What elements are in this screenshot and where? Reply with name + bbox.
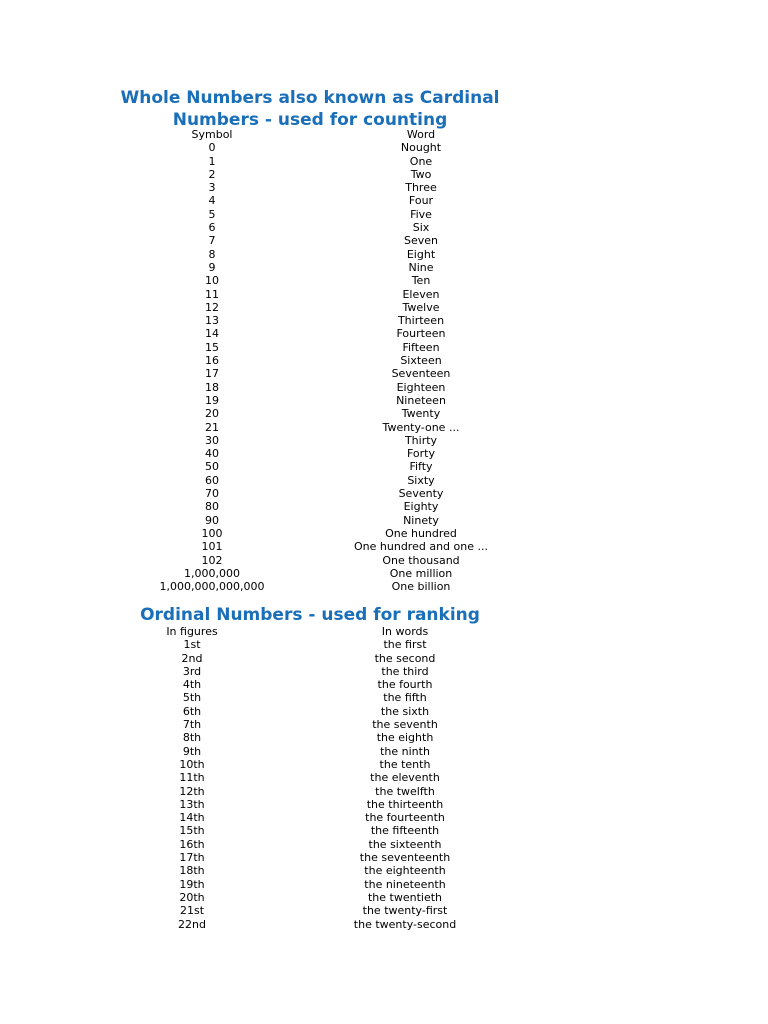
word-cell: Nineteen (396, 393, 446, 407)
table-row (0, 288, 768, 301)
table-row (0, 208, 768, 221)
figures-cell: 2nd (181, 651, 203, 665)
word-cell: Six (412, 221, 430, 235)
word-cell: Fifteen (402, 340, 440, 354)
symbol-cell: 80 (205, 500, 219, 514)
symbol-cell: 2 (208, 167, 216, 181)
table-row (0, 580, 768, 593)
word-cell: Seven (404, 234, 438, 248)
figures-cell: 10th (179, 757, 205, 771)
table-row (0, 261, 768, 274)
word-cell: Twenty (401, 407, 441, 421)
figures-column-header: In figures (166, 625, 218, 638)
table-row (0, 878, 768, 891)
figures-cell: 3rd (182, 664, 202, 678)
words-cell: the first (383, 638, 427, 652)
words-cell: the seventh (372, 718, 438, 732)
table-row (0, 460, 768, 473)
table-row (0, 798, 768, 811)
word-cell: Nought (400, 141, 442, 155)
word-cell: One (409, 154, 433, 168)
symbol-cell: 90 (205, 513, 219, 527)
word-cell: Eighty (403, 500, 439, 514)
table-row (0, 891, 768, 904)
words-cell: the eighth (376, 731, 434, 745)
symbol-cell: 12 (205, 300, 219, 314)
ordinal-rows (0, 638, 768, 931)
word-cell: Twelve (402, 300, 440, 314)
symbol-cell: 6 (208, 221, 216, 235)
word-cell: Forty (406, 447, 435, 461)
figures-cell: 1st (183, 638, 201, 652)
word-cell: Eleven (402, 287, 440, 301)
word-column-header: Word (406, 128, 436, 141)
word-cell: Thirty (404, 433, 438, 447)
table-row (0, 851, 768, 864)
symbol-cell: 16 (205, 354, 219, 368)
table-row (0, 447, 768, 460)
symbol-cell: 11 (205, 287, 219, 301)
table-row (0, 811, 768, 824)
symbol-cell: 3 (208, 181, 216, 195)
figures-cell: 5th (182, 691, 202, 705)
cardinal-numbers-table (0, 128, 768, 593)
table-row (0, 394, 768, 407)
words-cell: the twentieth (367, 890, 443, 904)
symbol-cell: 17 (205, 367, 219, 381)
word-cell: Seventy (398, 487, 444, 501)
word-cell: Nine (408, 260, 434, 274)
words-cell: the twelfth (375, 784, 435, 798)
table-row (0, 407, 768, 420)
figures-cell: 19th (179, 877, 205, 891)
table-row (0, 904, 768, 917)
table-row (0, 838, 768, 851)
table-row (0, 274, 768, 287)
cardinal-header-row (0, 128, 768, 141)
table-row (0, 327, 768, 340)
table-row (0, 500, 768, 513)
symbol-cell: 40 (205, 447, 219, 461)
word-cell: Ten (411, 274, 431, 288)
ordinal-header-row (0, 625, 768, 638)
word-cell: One billion (391, 580, 451, 594)
ordinal-title: Ordinal Numbers - used for ranking (140, 605, 480, 625)
table-row (0, 678, 768, 691)
table-row (0, 665, 768, 678)
words-cell: the third (381, 664, 429, 678)
ordinal-numbers-table (0, 625, 768, 931)
figures-cell: 15th (179, 824, 205, 838)
table-row (0, 705, 768, 718)
word-cell: Fifty (409, 460, 433, 474)
figures-cell: 17th (179, 851, 205, 865)
figures-cell: 13th (179, 797, 205, 811)
words-cell: the thirteenth (366, 797, 444, 811)
table-row (0, 354, 768, 367)
words-cell: the fifth (383, 691, 427, 705)
cardinal-rows (0, 141, 768, 593)
words-cell: the fifteenth (370, 824, 440, 838)
table-row (0, 301, 768, 314)
figures-cell: 9th (182, 744, 202, 758)
words-cell: the sixteenth (368, 837, 442, 851)
figures-cell: 8th (182, 731, 202, 745)
cardinal-title-line-1: Whole Numbers also known as Cardinal (120, 88, 500, 108)
table-row (0, 474, 768, 487)
symbol-cell: 7 (208, 234, 216, 248)
word-cell: Twenty-one ... (382, 420, 460, 434)
table-row (0, 758, 768, 771)
word-cell: Seventeen (391, 367, 451, 381)
word-cell: Eight (406, 247, 436, 261)
word-cell: Sixteen (400, 354, 442, 368)
symbol-cell: 21 (205, 420, 219, 434)
table-row (0, 341, 768, 354)
symbol-cell: 20 (205, 407, 219, 421)
table-row (0, 718, 768, 731)
symbol-cell: 1 (208, 154, 216, 168)
symbol-cell: 15 (205, 340, 219, 354)
table-row (0, 141, 768, 154)
symbol-cell: 0 (208, 141, 216, 155)
symbol-cell: 60 (205, 473, 219, 487)
table-row (0, 248, 768, 261)
symbol-cell: 13 (205, 314, 219, 328)
word-cell: One thousand (382, 553, 460, 567)
figures-cell: 20th (179, 890, 205, 904)
symbol-cell: 18 (205, 380, 219, 394)
figures-cell: 11th (179, 771, 205, 785)
word-cell: Eighteen (396, 380, 446, 394)
symbol-cell: 19 (205, 393, 219, 407)
symbol-cell: 8 (208, 247, 216, 261)
word-cell: Four (408, 194, 434, 208)
words-cell: the fourth (377, 678, 433, 692)
symbol-cell: 101 (201, 540, 223, 554)
table-row (0, 864, 768, 877)
word-cell: Five (410, 207, 432, 221)
table-row (0, 745, 768, 758)
table-row (0, 652, 768, 665)
word-cell: One hundred (385, 526, 457, 540)
word-cell: Fourteen (396, 327, 446, 341)
table-row (0, 824, 768, 837)
table-row (0, 221, 768, 234)
symbol-cell: 4 (208, 194, 216, 208)
symbol-cell: 102 (201, 553, 223, 567)
table-row (0, 771, 768, 784)
words-cell: the twenty-first (362, 904, 448, 918)
words-cell: the second (374, 651, 436, 665)
figures-cell: 7th (182, 718, 202, 732)
table-row (0, 314, 768, 327)
words-cell: the nineteenth (364, 877, 446, 891)
table-row (0, 367, 768, 380)
word-cell: Ninety (403, 513, 439, 527)
table-row (0, 638, 768, 651)
words-cell: the twenty-second (353, 917, 457, 931)
words-column-header: In words (381, 625, 429, 638)
words-cell: the sixth (380, 704, 430, 718)
words-cell: the eighteenth (364, 864, 446, 878)
cardinal-title-line-2: Numbers - used for counting (172, 110, 448, 130)
table-row (0, 554, 768, 567)
symbol-cell: 1,000,000 (184, 566, 240, 580)
word-cell: One million (389, 566, 453, 580)
word-cell: Two (410, 167, 432, 181)
figures-cell: 21st (179, 904, 205, 918)
symbol-cell: 10 (205, 274, 219, 288)
symbol-cell: 30 (205, 433, 219, 447)
table-row (0, 234, 768, 247)
figures-cell: 6th (182, 704, 202, 718)
table-row (0, 918, 768, 931)
symbol-cell: 100 (201, 526, 223, 540)
word-cell: Thirteen (397, 314, 445, 328)
symbol-cell: 5 (208, 207, 216, 221)
table-row (0, 155, 768, 168)
word-cell: One hundred and one ... (354, 540, 488, 554)
table-row (0, 514, 768, 527)
table-row (0, 540, 768, 553)
symbol-cell: 1,000,000,000,000 (159, 580, 265, 594)
words-cell: the ninth (380, 744, 430, 758)
table-row (0, 421, 768, 434)
word-cell: Three (405, 181, 437, 195)
table-row (0, 487, 768, 500)
figures-cell: 12th (179, 784, 205, 798)
table-row (0, 691, 768, 704)
symbol-cell: 9 (208, 260, 216, 274)
table-row (0, 194, 768, 207)
table-row (0, 731, 768, 744)
table-row (0, 434, 768, 447)
symbol-cell: 70 (205, 487, 219, 501)
words-cell: the seventeenth (359, 851, 451, 865)
word-cell: Sixty (407, 473, 435, 487)
figures-cell: 14th (179, 811, 205, 825)
table-row (0, 527, 768, 540)
table-row (0, 168, 768, 181)
words-cell: the fourteenth (365, 811, 445, 825)
symbol-cell: 14 (205, 327, 219, 341)
symbol-column-header: Symbol (191, 128, 233, 141)
figures-cell: 16th (179, 837, 205, 851)
words-cell: the eleventh (370, 771, 440, 785)
table-row (0, 381, 768, 394)
table-row (0, 567, 768, 580)
figures-cell: 18th (179, 864, 205, 878)
table-row (0, 181, 768, 194)
symbol-cell: 50 (205, 460, 219, 474)
words-cell: the tenth (379, 757, 431, 771)
figures-cell: 4th (182, 678, 202, 692)
table-row (0, 785, 768, 798)
figures-cell: 22nd (178, 917, 206, 931)
